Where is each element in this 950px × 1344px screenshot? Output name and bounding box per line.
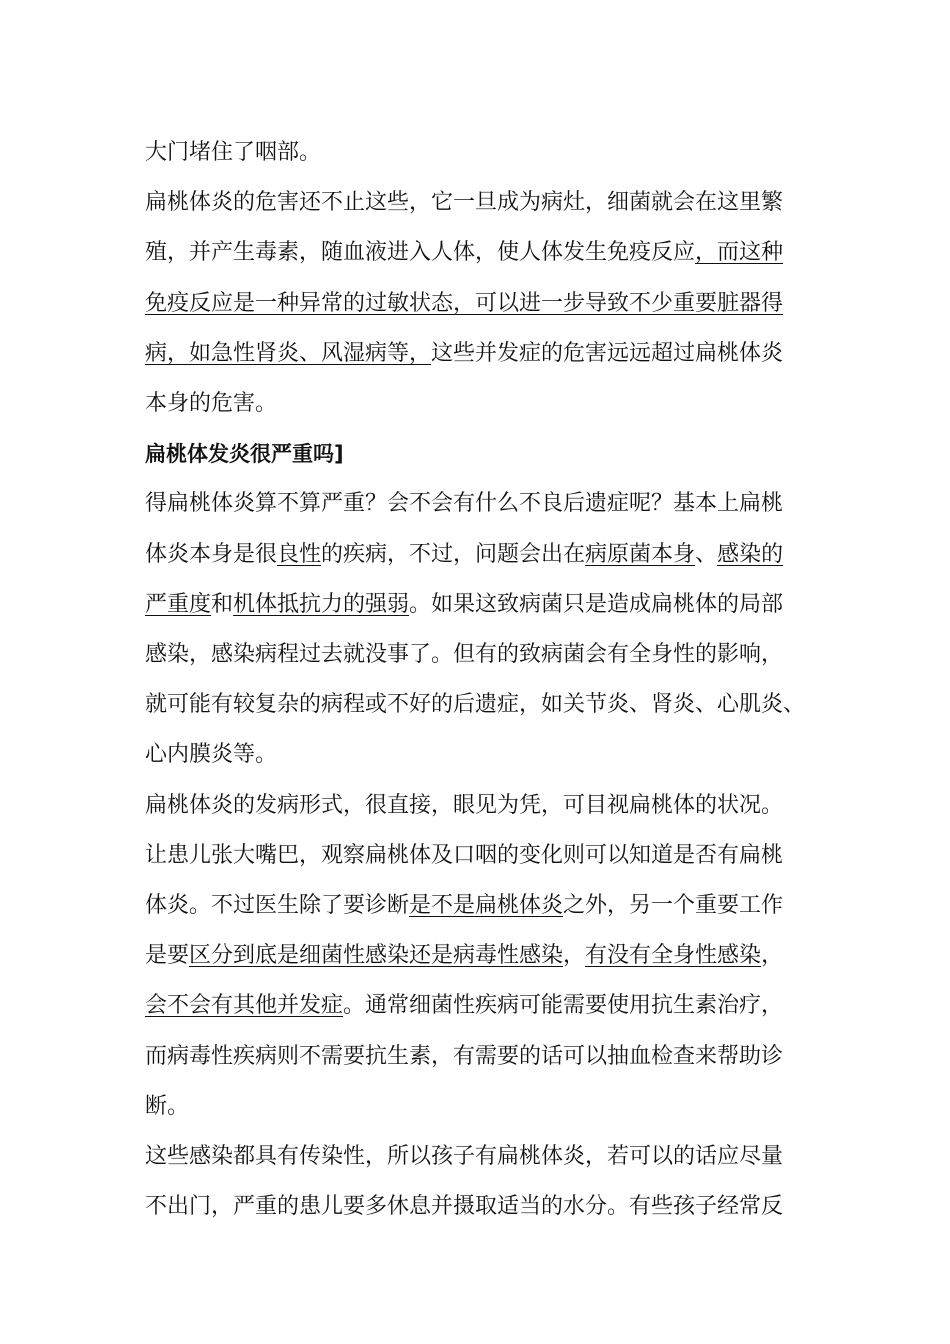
text-line: 就可能有较复杂的病程或不好的后遗症，如关节炎、肾炎、心肌炎、 <box>145 692 806 718</box>
text-line: 断。 <box>145 1093 190 1119</box>
underlined-text: 有没有全身性感染 <box>585 943 762 969</box>
text-line: 扁桃体炎的发病形式，很直接，眼见为凭，可目视扁桃体的状况。 <box>145 792 784 818</box>
underlined-text: 严重度 <box>145 591 212 617</box>
underlined-text: 免疫反应是一种异常的过敏状态，可以进一步导致不少重要脏器得 <box>145 290 784 316</box>
text-line: 是要 <box>145 943 190 969</box>
paragraph-4 <box>145 781 835 1132</box>
text-line: 本身的危害。 <box>145 391 278 417</box>
section-heading: 扁桃体发炎很严重吗] <box>145 442 344 467</box>
text-line: 之外，另一个重要工作 <box>563 893 784 919</box>
text-line: 。如果这致病菌只是造成扁桃体的局部 <box>409 591 784 617</box>
text-line: 感染，感染病程过去就没事了。但有的致病菌会有全身性的影响， <box>145 642 784 668</box>
text-line: 体炎本身是很 <box>145 541 278 567</box>
text-line: 、 <box>695 541 718 567</box>
document-body <box>145 128 835 1232</box>
text-line: 得扁桃体炎算不算严重？会不会有什么不良后遗症呢？基本上扁桃 <box>145 491 784 517</box>
text-line: 这些感染都具有传染性，所以孩子有扁桃体炎，若可以的话应尽量 <box>145 1144 784 1170</box>
text-line: 的疾病，不过，问题会出在 <box>321 541 586 567</box>
underlined-text: ，而这种 <box>695 240 784 266</box>
underlined-text: 感染的 <box>717 541 784 567</box>
underlined-text: 病原菌本身 <box>585 541 696 567</box>
text-line: 。通常细菌性疾病可能需要使用抗生素治疗， <box>343 993 784 1019</box>
paragraph-3 <box>145 479 835 780</box>
text-line: 体炎。不过医生除了要诊断 <box>145 893 410 919</box>
underlined-text: 良性 <box>277 541 322 567</box>
underlined-text: 是不是扁桃体炎 <box>409 893 564 919</box>
text-line: 大门堵住了咽部。 <box>145 140 322 165</box>
text-line: 心内膜炎等。 <box>145 742 278 768</box>
text-line: 和 <box>211 591 234 617</box>
underlined-text: 区分到底是细菌性感染还是病毒性感染 <box>189 943 564 969</box>
text-line: 扁桃体炎的危害还不止这些，它一旦成为病灶，细菌就会在这里繁 <box>145 190 784 216</box>
underlined-text: 病，如急性肾炎、风湿病等， <box>145 340 432 366</box>
text-line: ， <box>761 943 784 969</box>
text-line: 不出门，严重的患儿要多休息并摄取适当的水分。有些孩子经常反 <box>145 1194 784 1220</box>
text-line: 而病毒性疾病则不需要抗生素，有需要的话可以抽血检查来帮助诊 <box>145 1043 784 1069</box>
paragraph-1 <box>145 128 835 178</box>
text-line: ， <box>563 943 586 969</box>
text-line: 让患儿张大嘴巴，观察扁桃体及口咽的变化则可以知道是否有扁桃 <box>145 842 784 868</box>
text-line: 殖，并产生毒素，随血液进入人体，使人体发生免疫反应 <box>145 240 696 266</box>
underlined-text: 机体抵抗力的强弱 <box>233 591 410 617</box>
paragraph-2 <box>145 178 835 429</box>
paragraph-5 <box>145 1132 835 1232</box>
text-line: 这些并发症的危害远远超过扁桃体炎 <box>431 340 784 366</box>
underlined-text: 会不会有其他并发症 <box>145 993 344 1019</box>
